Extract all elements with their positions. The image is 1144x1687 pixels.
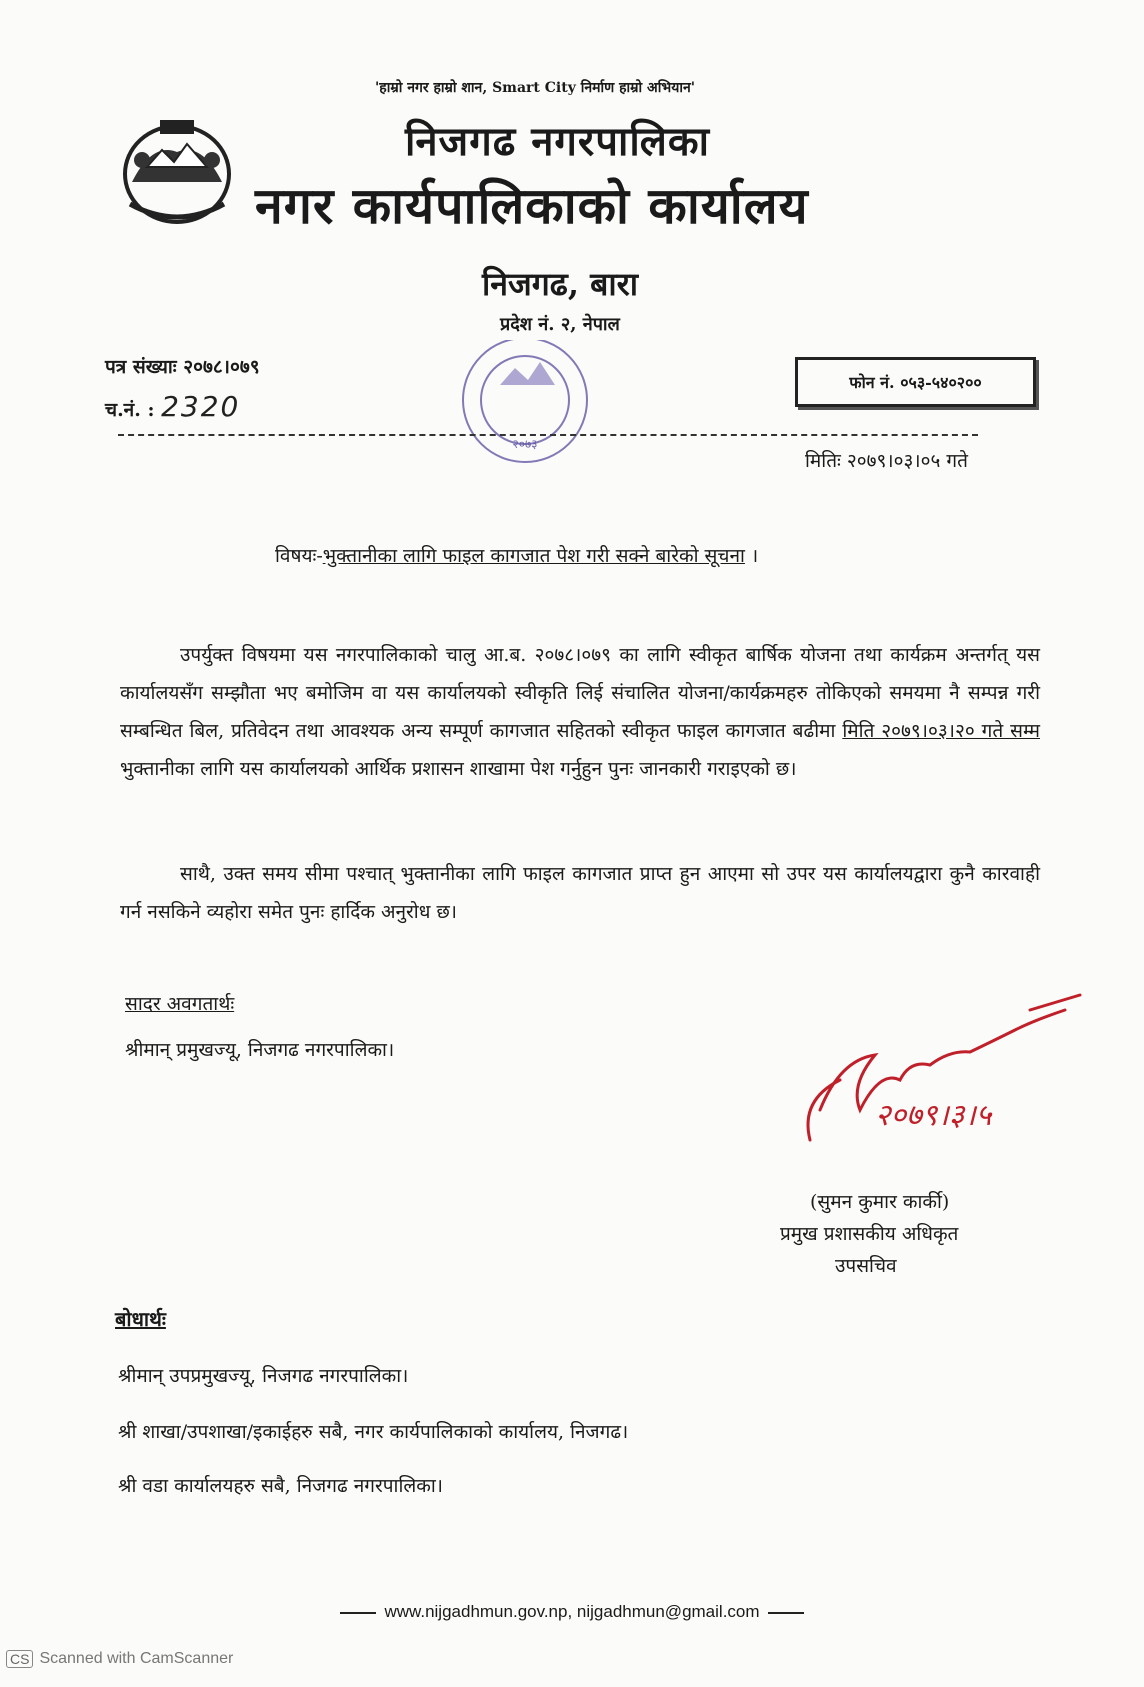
cc-item: श्रीमान् उपप्रमुखज्यू, निजगढ नगरपालिका।: [118, 1365, 409, 1387]
p1-deadline: मिति २०७९।०३।२० गते सम्म: [842, 720, 1040, 742]
patra-sankhya: [105, 353, 260, 379]
camscanner-icon: CS: [6, 1650, 33, 1668]
chana-label: च.नं. :: [105, 399, 155, 421]
p1-part-b: भुक्तानीका लागि यस कार्यालयको आर्थिक प्रशासन शाखामा पेश गर्नुहुन पुनः जानकारी गराइएको छ।: [120, 758, 797, 780]
office-name: निजगढ नगरपालिका: [405, 118, 710, 165]
nepal-emblem-icon: [112, 112, 242, 232]
office-subtitle: नगर कार्यपालिकाको कार्यालय: [255, 176, 809, 235]
footer-contact-text: www.nijgadhmun.gov.np, nijgadhmun@gmail.com: [384, 1602, 760, 1621]
patra-value: २०७८।०७९: [183, 356, 260, 378]
body-paragraph-1: [120, 636, 1040, 788]
subject-end: ।: [750, 545, 759, 567]
bodharth-label: बोधार्थः: [115, 1307, 166, 1331]
cc-item: श्री शाखा/उपशाखा/इकाईहरु सबै, नगर कार्यपालिकाको कार्यालय, निजगढ।: [118, 1421, 629, 1443]
patra-label: पत्र संख्याः: [105, 356, 177, 378]
date: मितिः २०७९।०३।०५ गते: [805, 450, 968, 472]
chalani-number: [105, 390, 240, 423]
slogan: 'हाम्रो नगर हाम्रो शान, Smart City निर्माण हाम्रो अभियान': [375, 80, 696, 96]
signatory-rank: उपसचिव: [835, 1255, 897, 1277]
office-stamp: [420, 340, 630, 480]
camscanner-watermark: [6, 1650, 233, 1668]
subject-line: [275, 542, 758, 568]
location: निजगढ, बारा: [482, 265, 639, 303]
camscanner-text: Scanned with CamScanner: [39, 1650, 234, 1667]
province: प्रदेश नं. २, नेपाल: [500, 314, 620, 335]
body-paragraph-2: साथै, उक्त समय सीमा पश्चात् भुक्तानीका लागि फाइल कागजात प्राप्त हुन आएमा सो उपर यस कार्यालयद्वारा कुनै कारवाही गर्न नसकिने व्यहोरा समेत पुनः हार्दिक अनुरोध छ।: [120, 863, 1040, 923]
svg-text:२०७३: २०७३: [512, 437, 538, 451]
footer-contact: [0, 1602, 1144, 1622]
signatory-name: (सुमन कुमार कार्की): [810, 1191, 950, 1213]
sadar-recipient: श्रीमान् प्रमुखज्यू, निजगढ नगरपालिका।: [125, 1039, 395, 1061]
signatory-title: प्रमुख प्रशासकीय अधिकृत: [780, 1223, 959, 1245]
phone-box: [795, 357, 1036, 407]
subject-label: विषयः-: [275, 545, 323, 567]
phone-number: फोन नं. ०५३-५४०२००: [849, 373, 982, 392]
p1-part-a: उपर्युक्त विषयमा यस नगरपालिकाको चालु आ.ब. २०७८।०७९ का लागि स्वीकृत बार्षिक योजना तथा कार्यक्रम अन्तर्गत् यस कार्यालयसँग सम्झौता भए बमोजिम वा यस कार्यालयको स्वीकृति लिई संचालित योजना/कार्यक्रमहरु तोकिएको समयमा नै सम्पन्न गरी सम्बन्धित बिल, प्रतिवेदन तथा आवश्यक अन्य सम्पूर्ण कागजात सहितको स्वीकृत फाइल कागजात बढीमा: [120, 644, 1040, 742]
signature-date: २०७९।३।५: [875, 1098, 992, 1133]
chana-value: 2320: [161, 390, 241, 423]
sadar-label: सादर अवगतार्थः: [125, 993, 235, 1015]
cc-item: श्री वडा कार्यालयहरु सबै, निजगढ नगरपालिका।: [118, 1475, 443, 1497]
signature-scribble: [780, 990, 1140, 1190]
header-divider: [118, 434, 978, 436]
subject-text: भुक्तानीका लागि फाइल कागजात पेश गरी सक्ने बारेको सूचना: [322, 545, 745, 567]
